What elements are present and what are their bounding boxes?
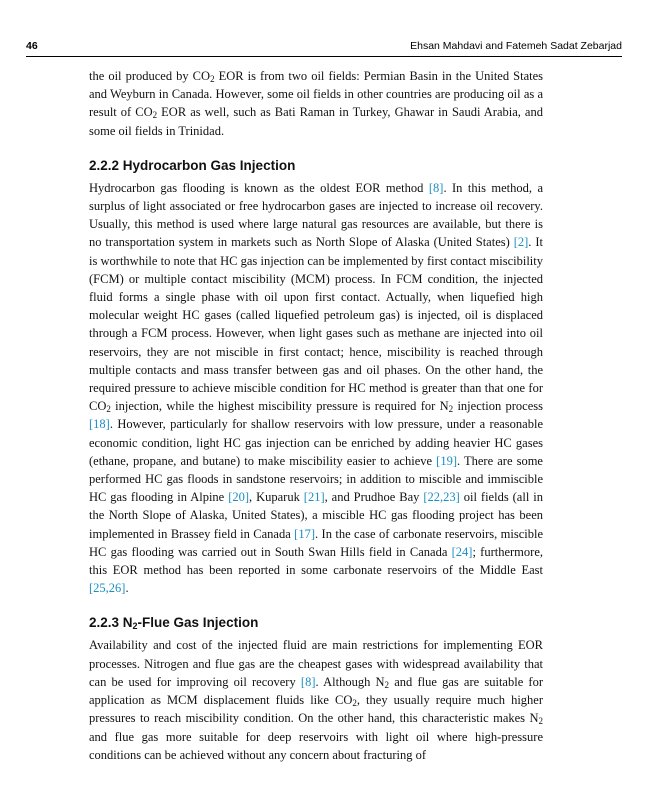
intro-paragraph: the oil produced by $CO_2$ EOR is from two oil fields: Permian Basin in the United States and Weyburn in Canada. However, some oil fields in other countries are producing oil as a result of $CO_2$ EOR as well, such as Bati Raman in Turkey, Ghawar in Saudi Arabia, and some oil fields in Trinidad. bbox=[89, 69, 544, 138]
citation-link[interactable]: [17] bbox=[294, 526, 315, 541]
citation-link[interactable]: [2] bbox=[513, 235, 529, 250]
citation-link[interactable]: [22,23] bbox=[423, 490, 460, 505]
citation-link[interactable]: [24] bbox=[451, 544, 473, 559]
n2-flue-gas-paragraph: Availability and cost of the injected fluid are main restrictions for implementing EOR processes. Nitrogen and flue gas are the cheapest gases with widespread availability that can be used for improving oil recovery [8]. Although $N_2$ and flue gas are suitable for application as MCM displacement fluids like $CO_2$, they usually require much higher pressures to reach miscibility condition. On the other hand, this characteristic makes $N_2$ and flue gas more suitable for deep reservoirs with light oil where high-pressure conditions can be achieved without any concern about fracturing of bbox=[89, 638, 543, 762]
main-text bbox=[89, 67, 543, 764]
running-header bbox=[26, 40, 622, 57]
citation-link[interactable]: [8] bbox=[300, 674, 316, 689]
running-head-authors: Ehsan Mahdavi and Fatemeh Sadat Zebarjad bbox=[410, 40, 622, 52]
citation-link[interactable]: [20] bbox=[228, 490, 250, 505]
citation-link[interactable]: [8] bbox=[428, 180, 444, 195]
page-number: 46 bbox=[26, 40, 38, 52]
citation-link[interactable]: [18] bbox=[89, 417, 110, 432]
citation-link[interactable]: [21] bbox=[303, 490, 325, 505]
hydrocarbon-paragraph: Hydrocarbon gas flooding is known as the oldest EOR method [8]. In this method, a surplus of light associated or free hydrocarbon gases are injected to increase oil recovery. Usually, this method is used where large natural gas resources are available, but there is no transportation system in markets such as North Slope of Alaska (United States) [2]. It is worthwhile to note that HC gas injection can be implemented by first contact miscibility (FCM) or multiple contact miscibility (MCM) process. In FCM condition, the injected fluid forms a single phase with oil upon first contact. Actually, when liquefied high molecular weight HC gases (called liquefied petroleum gas) is injected, oil is displaced through a FCM process. However, when light gases such as methane are injected into oil reservoirs, they are not miscible in first contact; hence, miscibility is reached through multiple contacts and mass transfer between gas and oil phases. On the other hand, the required pressure to achieve miscible condition for HC method is greater than that one for $CO_2$ injection, while the highest miscibility pressure is required for $N_2$ injection process [18]. However, particularly for shallow reservoirs with low pressure, under a reasonable economic condition, light HC gas injection can be enriched by adding heavier HC gases (ethane, propane, and butane) to make miscibility easier to achieve [19]. There are some performed HC gas floods in sandstone reservoirs; in addition to miscible and immiscible HC gas flooding in Alpine [20], Kuparuk [21], and Prudhoe Bay [22,23] oil fields (all in the North Slope of Alaska, United States), a miscible HC gas flooding project has been implemented in Brassey field in Canada [17]. In the case of carbonate reservoirs, miscible HC gas flooding was carried out in South Swan Hills field in Canada [24]; furthermore, this EOR method has been reported in some carbonate reservoirs of the Middle East [25,26]. bbox=[89, 180, 543, 596]
citation-link[interactable]: [25,26] bbox=[89, 581, 126, 596]
section-heading-hydrocarbon-gas-injection: 2.2.2 Hydrocarbon Gas Injection bbox=[89, 157, 296, 173]
citation-link[interactable]: [19] bbox=[436, 453, 457, 468]
section-heading-n2-flue-gas-injection: 2.2.3 $N_2$-Flue Gas Injection bbox=[89, 615, 259, 632]
